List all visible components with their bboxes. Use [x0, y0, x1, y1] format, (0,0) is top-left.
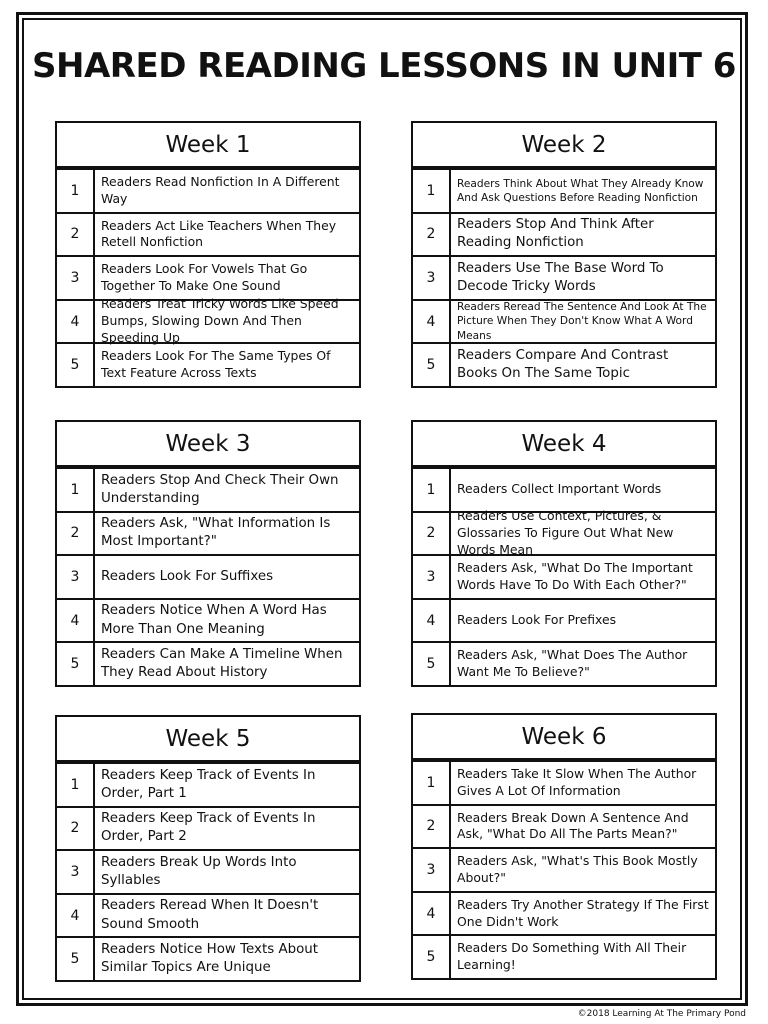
lesson-row — [57, 511, 359, 555]
lesson-number: 1 — [413, 469, 451, 511]
lesson-row — [57, 255, 359, 299]
lesson-title: Readers Stop And Think After Reading Nonfiction — [457, 217, 654, 251]
week-5-table — [55, 715, 361, 982]
lesson-row — [413, 934, 715, 978]
lesson-number: 4 — [413, 893, 451, 935]
lesson-row — [413, 508, 715, 557]
lesson-number: 1 — [413, 170, 451, 212]
lesson-number: 5 — [57, 344, 95, 386]
lesson-row — [413, 467, 715, 511]
lesson-number: 3 — [413, 257, 451, 299]
lesson-title: Readers Compare And Contrast Books On The Same Topic — [457, 348, 669, 382]
lesson-title: Readers Break Down A Sentence And Ask, "What Do All The Parts Mean?" — [457, 809, 689, 842]
lesson-title: Readers Use The Base Word To Decode Tricky Words — [457, 260, 664, 294]
lesson-row — [57, 296, 359, 345]
lesson-row — [57, 849, 359, 893]
lesson-number: 3 — [57, 257, 95, 299]
lesson-row — [413, 891, 715, 935]
week-4-table — [411, 420, 717, 687]
lesson-row — [413, 641, 715, 685]
lesson-row — [57, 598, 359, 642]
lesson-title: Readers Can Make A Timeline When They Read About History — [101, 647, 343, 681]
lesson-number: 2 — [57, 513, 95, 555]
lesson-title: Readers Keep Track of Events In Order, Part 1 — [101, 767, 316, 801]
page-title: SHARED READING LESSONS IN UNIT 6 — [32, 46, 736, 86]
lesson-title: Readers Take It Slow When The Author Gives A Lot Of Information — [457, 766, 697, 798]
lesson-row — [413, 168, 715, 212]
lesson-number: 2 — [413, 214, 451, 256]
lesson-number: 4 — [57, 301, 95, 343]
lesson-number: 4 — [413, 301, 451, 343]
lesson-title: Readers Ask, "What Do The Important Words Have To Do With Each Other?" — [457, 560, 693, 592]
week-6-header: Week 6 — [413, 715, 715, 760]
lesson-title: Readers Do Something With All Their Learning! — [457, 940, 687, 973]
lesson-number: 5 — [57, 938, 95, 980]
week-3-header: Week 3 — [57, 422, 359, 467]
lesson-title: Readers Look For Vowels That Go Together To Make One Sound — [101, 261, 308, 293]
lesson-number: 5 — [57, 643, 95, 685]
lesson-row — [413, 598, 715, 642]
week-5-header: Week 5 — [57, 717, 359, 762]
lesson-row — [413, 847, 715, 891]
week-2-table — [411, 121, 717, 388]
lesson-row — [413, 554, 715, 598]
lesson-row — [57, 467, 359, 511]
week-2-header: Week 2 — [413, 123, 715, 168]
week-3-table — [55, 420, 361, 687]
lesson-number: 3 — [413, 849, 451, 891]
lesson-title: Readers Reread The Sentence And Look At The Picture When They Don't Know What A Word Means — [457, 301, 707, 342]
lesson-title: Readers Read Nonfiction In A Different Way — [101, 174, 340, 206]
lesson-title: Readers Notice How Texts About Similar Topics Are Unique — [101, 942, 319, 976]
lesson-title: Readers Ask, "What Does The Author Want Me To Believe?" — [457, 647, 688, 680]
week-4-header: Week 4 — [413, 422, 715, 467]
lesson-row — [413, 342, 715, 386]
lesson-title: Readers Use Context, Pictures, & Glossaries To Figure Out What New Words Mean — [457, 508, 674, 557]
lesson-row — [57, 554, 359, 598]
lesson-number: 5 — [413, 936, 451, 978]
lesson-title: Readers Look For Suffixes — [101, 568, 274, 584]
lesson-title: Readers Think About What They Already Know And Ask Questions Before Reading Nonfiction — [457, 177, 704, 204]
week-1-table — [55, 121, 361, 388]
lesson-row — [413, 212, 715, 256]
lesson-title: Readers Try Another Strategy If The First One Didn't Work — [457, 896, 709, 929]
lesson-number: 1 — [57, 764, 95, 806]
lesson-title: Readers Notice When A Word Has More Than One Meaning — [101, 603, 327, 637]
lesson-number: 3 — [413, 556, 451, 598]
copyright-text: ©2018 Learning At The Primary Pond — [577, 1009, 746, 1019]
lesson-title: Readers Keep Track of Events In Order, Part 2 — [101, 811, 316, 845]
lesson-row — [413, 299, 715, 343]
lesson-row — [413, 255, 715, 299]
lesson-number: 1 — [57, 170, 95, 212]
lesson-row — [57, 168, 359, 212]
lesson-title: Readers Look For Prefixes — [457, 612, 617, 628]
lesson-title: Readers Act Like Teachers When They Retell Nonfiction — [101, 217, 337, 250]
lesson-row — [57, 641, 359, 685]
lesson-title: Readers Stop And Check Their Own Understanding — [101, 472, 339, 506]
lesson-number: 3 — [57, 556, 95, 598]
lesson-title: Readers Look For The Same Types Of Text Feature Across Texts — [101, 348, 331, 381]
lesson-number: 5 — [413, 344, 451, 386]
lesson-number: 5 — [413, 643, 451, 685]
lesson-number: 4 — [57, 895, 95, 937]
lesson-row — [57, 936, 359, 980]
lesson-title: Readers Ask, "What's This Book Mostly About?" — [457, 853, 698, 885]
lesson-row — [413, 760, 715, 804]
lesson-number: 3 — [57, 851, 95, 893]
lesson-row — [57, 762, 359, 806]
lesson-number: 4 — [413, 600, 451, 642]
lesson-title: Readers Reread When It Doesn't Sound Smooth — [101, 898, 319, 932]
lesson-number: 2 — [57, 808, 95, 850]
lesson-row — [57, 806, 359, 850]
lesson-number: 1 — [57, 469, 95, 511]
lesson-title: Readers Ask, "What Information Is Most Important?" — [101, 516, 331, 550]
lesson-row — [57, 893, 359, 937]
lesson-number: 2 — [57, 214, 95, 256]
lesson-row — [413, 804, 715, 848]
lesson-title: Readers Collect Important Words — [457, 481, 662, 497]
week-1-header: Week 1 — [57, 123, 359, 168]
lesson-row — [57, 342, 359, 386]
lesson-number: 2 — [413, 806, 451, 848]
lesson-title: Readers Break Up Words Into Syllables — [101, 854, 297, 888]
lesson-number: 4 — [57, 600, 95, 642]
lesson-row — [57, 212, 359, 256]
lesson-title: Readers Treat Tricky Words Like Speed Bumps, Slowing Down And Then Speeding Up — [101, 296, 339, 345]
week-6-table — [411, 713, 717, 980]
lesson-number: 1 — [413, 762, 451, 804]
lesson-number: 2 — [413, 513, 451, 555]
